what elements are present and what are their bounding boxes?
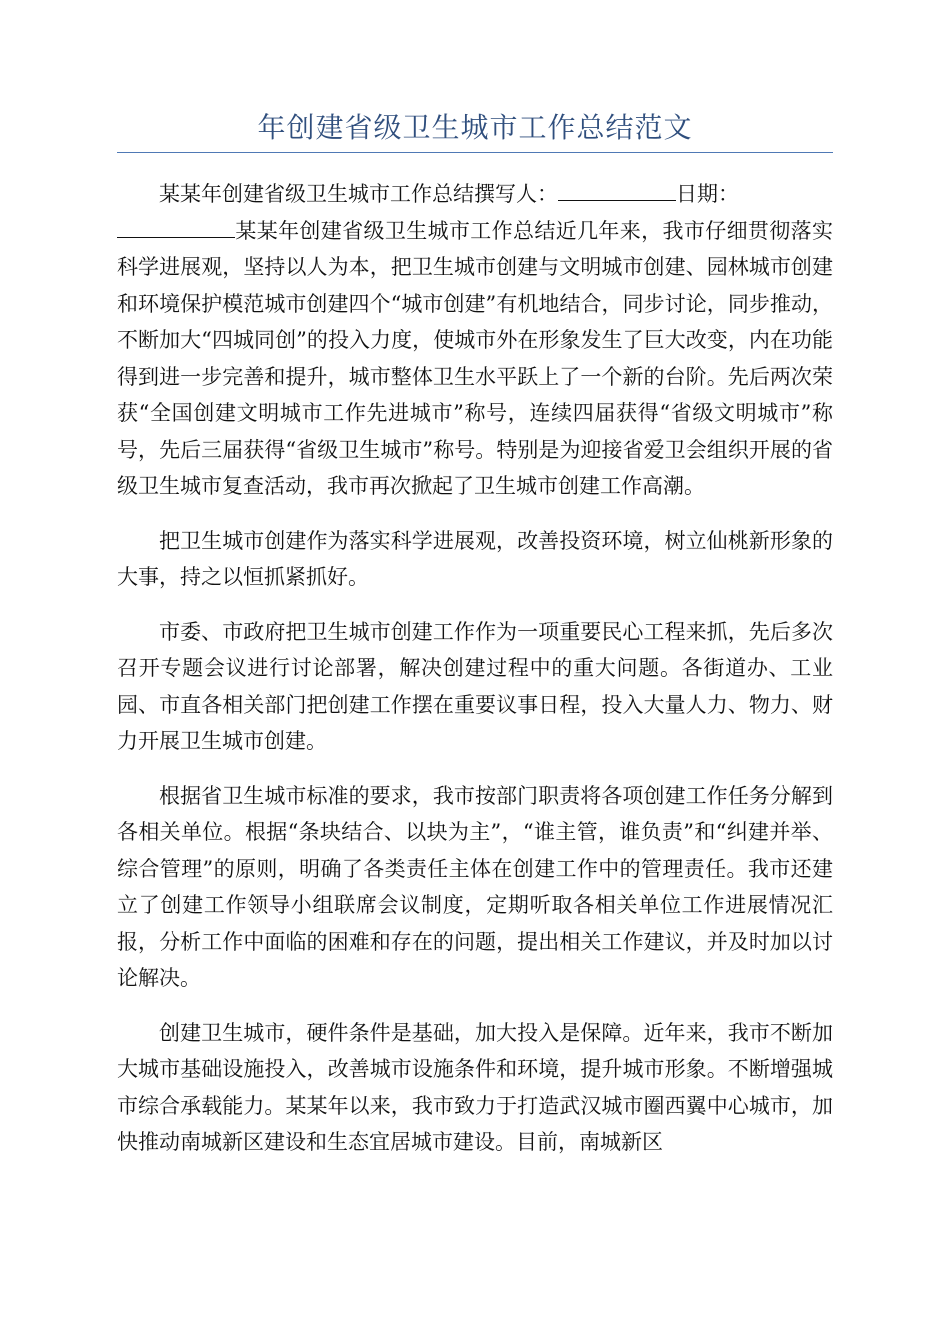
body-paragraph-1: 把卫生城市创建作为落实科学进展观，改善投资环境，树立仙桃新形象的大事，持之以恒抓紧抓好。 <box>117 528 833 589</box>
document-title: 年创建省级卫生城市工作总结范文 <box>257 111 693 144</box>
document-body <box>117 176 833 1179</box>
body-paragraph-3: 根据省卫生城市标准的要求，我市按部门职责将各项创建工作任务分解到各相关单位。根据“条块结合、以块为主”，“谁主管，谁负责”和“纠建并举、综合管理”的原则，明确了各类责任主体在创建工作中的管理责任。我市还建立了创建工作领导小组联席会议制度，定期听取各相关单位工作进展情况汇报，分析工作中面临的困难和存在的问题，提出相关工作建议，并及时加以讨论解决。 <box>117 783 833 990</box>
body-paragraph-4: 创建卫生城市，硬件条件是基础，加大投入是保障。近年来，我市不断加大城市基础设施投入，改善城市设施条件和环境，提升城市形象。不断增强城市综合承载能力。某某年以来，我市致力于打造武汉城市圈西翼中心城市，加快推动南城新区建设和生态宜居城市建设。目前，南城新区 <box>117 1020 833 1154</box>
date-label: 日期： <box>676 182 739 206</box>
intro-body: 某某年创建省级卫生城市工作总结近几年来，我市仔细贯彻落实科学进展观，坚持以人为本，把卫生城市创建与文明城市创建、园林城市创建和环境保护模范城市创建四个“城市创建”有机地结合，同步讨论，同步推动，不断加大“四城同创”的投入力度，使城市外在形象发生了巨大改变，内在功能得到进一步完善和提升，城市整体卫生水平跃上了一个新的台阶。先后两次荣获“全国创建文明城市工作先进城市”称号，连续四届获得“省级文明城市”称号，先后三届获得“省级卫生城市”称号。特别是为迎接省爱卫会组织开展的省级卫生城市复查活动，我市再次掀起了卫生城市创建工作高潮。 <box>117 218 833 498</box>
intro-prefix: 某某年创建省级卫生城市工作总结撰写人： <box>159 182 558 206</box>
body-paragraph-2: 市委、市政府把卫生城市创建工作作为一项重要民心工程来抓，先后多次召开专题会议进行讨论部署，解决创建过程中的重大问题。各街道办、工业园、市直各相关部门把创建工作摆在重要议事日程，投入大量人力、物力、财力开展卫生城市创建。 <box>117 619 833 753</box>
intro-paragraph <box>117 176 833 505</box>
title-underline <box>117 152 833 153</box>
author-blank <box>558 178 676 201</box>
title-block <box>117 108 833 153</box>
date-blank <box>117 215 235 238</box>
